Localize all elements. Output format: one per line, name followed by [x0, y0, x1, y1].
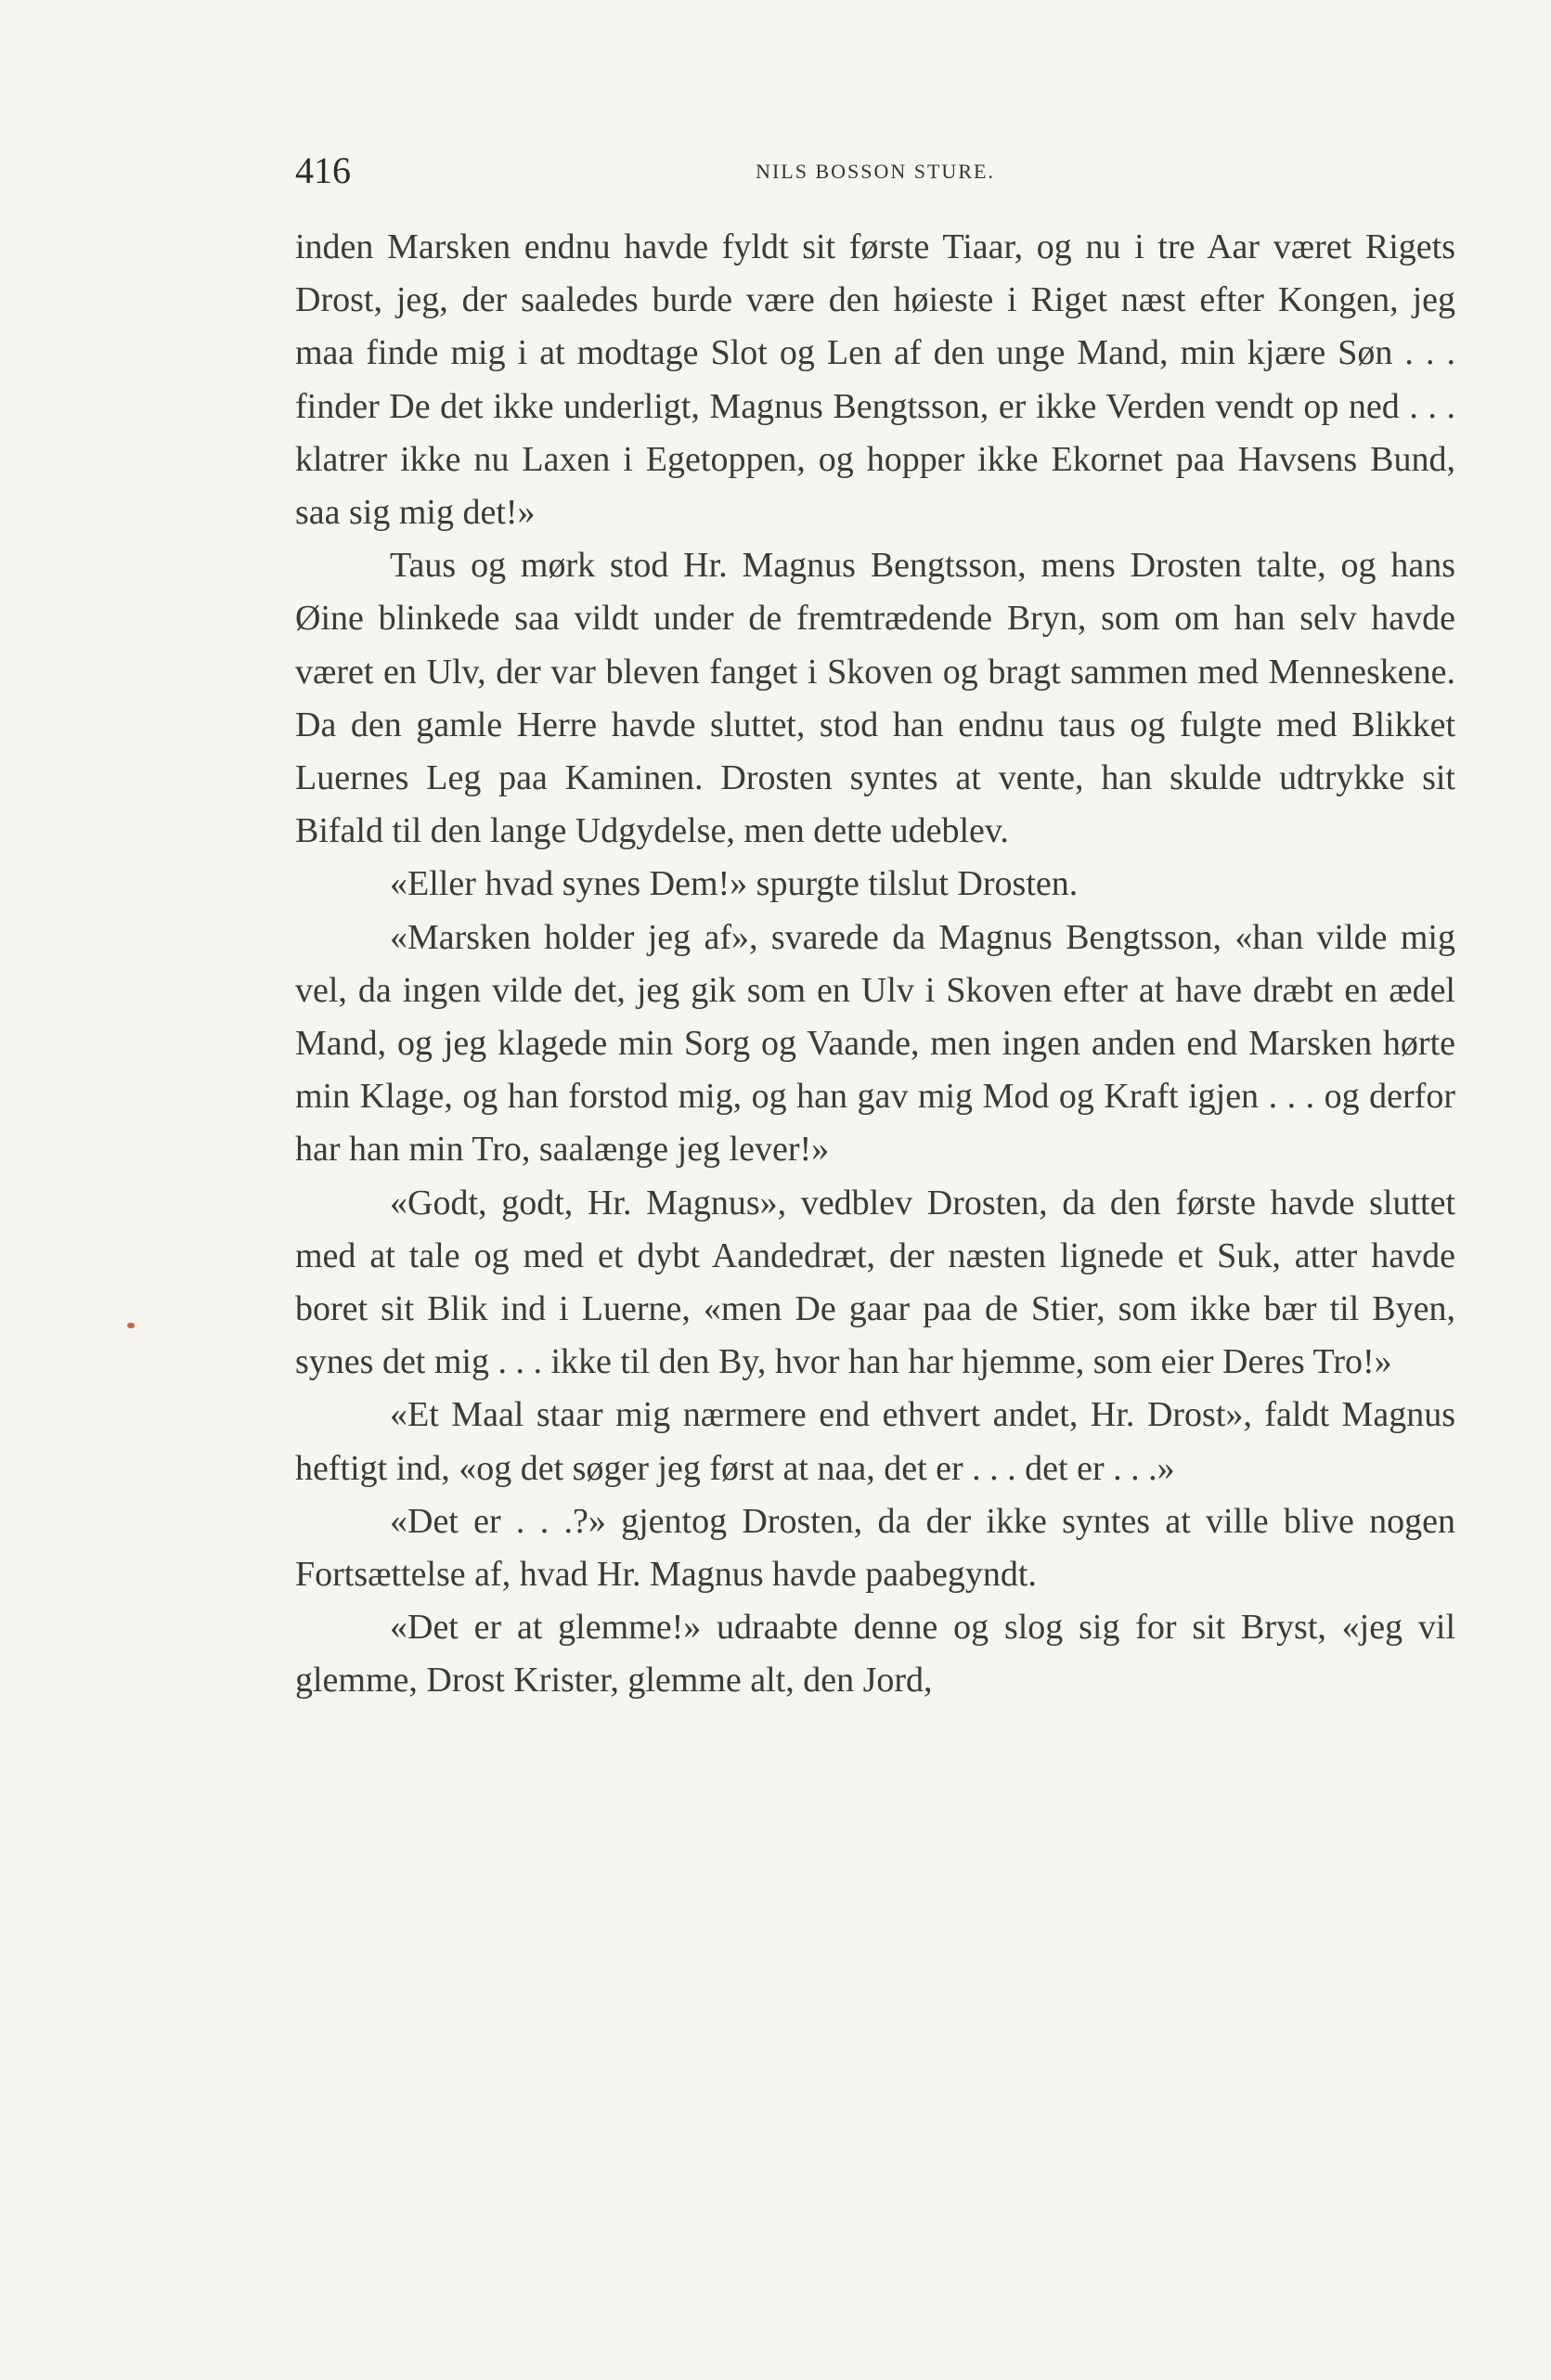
- paragraph: inden Marsken endnu havde fyldt sit første Tiaar, og nu i tre Aar været Rigets Drost, jeg, der saaledes burde være den høieste i Riget næst efter Kongen, jeg maa finde mig i at modtage Slot og Len af den unge Mand, min kjære Søn . . . finder De det ikke underligt, Magnus Bengtsson, er ikke Verden vendt op ned . . . klatrer ikke nu Laxen i Egetoppen, og hopper ikke Ekornet paa Havsens Bund, saa sig mig det!»: [295, 227, 1455, 533]
- body-text: [295, 221, 1455, 1708]
- paragraph: «Det er . . .?» gjentog Drosten, da der ikke syntes at ville blive nogen Fortsættelse af, hvad Hr. Magnus havde paabegyndt.: [295, 1501, 1455, 1595]
- paragraph: «Eller hvad synes Dem!» spurgte tilslut Drosten.: [390, 864, 1079, 904]
- page-header: [295, 149, 1455, 204]
- page-number: 416: [295, 149, 351, 191]
- paragraph: «Det er at glemme!» udraabte denne og slog sig for sit Bryst, «jeg vil glemme, Drost Krister, glemme alt, den Jord,: [295, 1608, 1455, 1701]
- paragraph: «Marsken holder jeg af», svarede da Magnus Bengtsson, «han vilde mig vel, da ingen vilde det, jeg gik som en Ulv i Skoven efter at have dræbt en ædel Mand, og jeg klagede min Sorg og Vaande, men ingen anden end Marsken hørte min Klage, og han forstod mig, og han gav mig Mod og Kraft igjen . . . og derfor har han min Tro, saalænge jeg lever!»: [295, 917, 1455, 1170]
- paragraph: «Et Maal staar mig nærmere end ethvert andet, Hr. Drost», faldt Magnus heftigt ind, «og det søger jeg først at naa, det er . . . det er . . .»: [295, 1395, 1455, 1488]
- margin-mark: [127, 1323, 135, 1328]
- paragraph: «Godt, godt, Hr. Magnus», vedblev Drosten, da den første havde sluttet med at tale og med et dybt Aandedræt, der næsten lignede et Suk, atter havde boret sit Blik ind i Luerne, «men De gaar paa de Stier, som ikke bær til Byen, synes det mig . . . ikke til den By, hvor han har hjemme, som eier Deres Tro!»: [295, 1183, 1455, 1382]
- paragraph: Taus og mørk stod Hr. Magnus Bengtsson, mens Drosten talte, og hans Øine blinkede saa vildt under de fremtrædende Bryn, som om han selv havde været en Ulv, der var bleven fanget i Skoven og bragt sammen med Menneskene. Da den gamle Herre havde sluttet, stod han endnu taus og fulgte med Blikket Luernes Leg paa Kaminen. Drosten syntes at vente, han skulde udtrykke sit Bifald til den lange Udgydelse, men dette udeblev.: [295, 546, 1455, 851]
- running-head: NILS BOSSON STURE.: [756, 160, 995, 183]
